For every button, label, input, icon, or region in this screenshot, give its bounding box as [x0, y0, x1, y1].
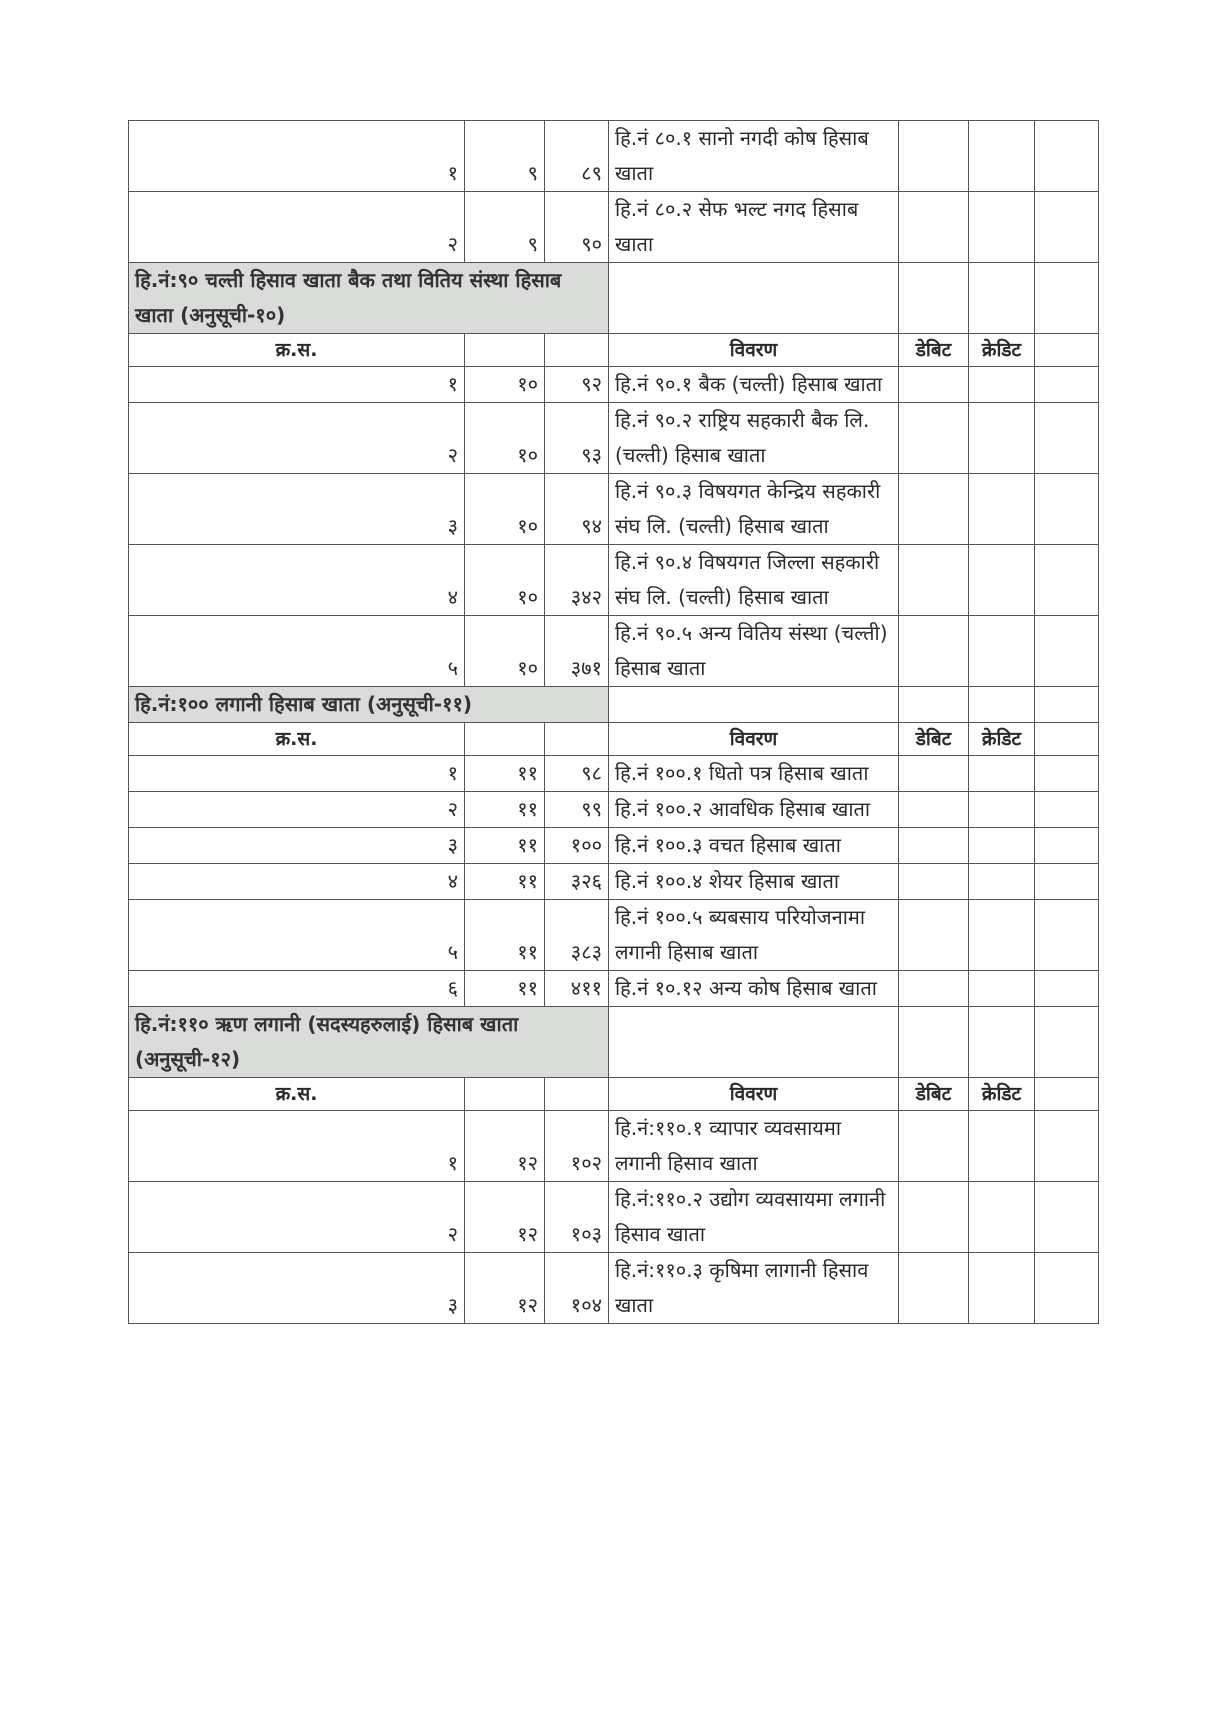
row-serial-number: ४	[129, 864, 465, 900]
column-header-debit: डेबिट	[899, 723, 969, 756]
row-serial-number: १	[129, 367, 465, 403]
row-account-code: १०३	[545, 1182, 609, 1253]
row-account-code: ३२६	[545, 864, 609, 900]
row-schedule-number: १२	[465, 1182, 545, 1253]
row-description: हि.नं ८०.१ सानो नगदी कोष हिसाब खाता	[609, 121, 899, 192]
row-account-code: ८९	[545, 121, 609, 192]
row-credit	[969, 121, 1035, 192]
row-account-code: १००	[545, 828, 609, 864]
row-credit	[969, 545, 1035, 616]
blank-cell	[969, 1007, 1035, 1078]
table-row	[129, 900, 1099, 971]
blank-cell	[899, 687, 969, 723]
column-header-description: विवरण	[609, 334, 899, 367]
row-description: हि.नं ९०.३ विषयगत केन्द्रिय सहकारी संघ लि. (चल्ती) हिसाब खाता	[609, 474, 899, 545]
row-description: हि.नं ९०.१ बैक (चल्ती) हिसाब खाता	[609, 367, 899, 403]
row-credit	[969, 971, 1035, 1007]
row-description: हि.नं १००.४ शेयर हिसाब खाता	[609, 864, 899, 900]
table-row	[129, 403, 1099, 474]
row-account-code: ९०	[545, 192, 609, 263]
table-row	[129, 971, 1099, 1007]
row-debit	[899, 616, 969, 687]
row-description: हि.नं १००.१ धितो पत्र हिसाब खाता	[609, 756, 899, 792]
row-account-code: ३८३	[545, 900, 609, 971]
row-debit	[899, 971, 969, 1007]
column-header-sn: क्र.स.	[129, 1078, 465, 1111]
row-credit	[969, 792, 1035, 828]
blank-cell	[1035, 1007, 1099, 1078]
row-schedule-number: १०	[465, 367, 545, 403]
column-header-credit: क्रेडिट	[969, 334, 1035, 367]
row-schedule-number: १०	[465, 403, 545, 474]
row-credit	[969, 616, 1035, 687]
table-row	[129, 1182, 1099, 1253]
row-schedule-number: १०	[465, 545, 545, 616]
row-account-code: ३७१	[545, 616, 609, 687]
row-schedule-number: १२	[465, 1111, 545, 1182]
row-credit	[969, 1253, 1035, 1324]
row-account-code: ९९	[545, 792, 609, 828]
row-debit	[899, 1111, 969, 1182]
ledger-table	[128, 120, 1099, 1324]
section-heading: हि.नं:११० ऋण लगानी (सदस्यहरुलाई) हिसाब खाता (अनुसूची-१२)	[129, 1007, 609, 1078]
column-header-description: विवरण	[609, 723, 899, 756]
row-serial-number: ४	[129, 545, 465, 616]
row-account-code: १०२	[545, 1111, 609, 1182]
row-serial-number: ३	[129, 1253, 465, 1324]
row-account-code: ९४	[545, 474, 609, 545]
blank-cell	[465, 723, 545, 756]
row-debit	[899, 367, 969, 403]
table-row	[129, 121, 1099, 192]
row-debit	[899, 1253, 969, 1324]
row-description: हि.नं ८०.२ सेफ भल्ट नगद हिसाब खाता	[609, 192, 899, 263]
table-row	[129, 367, 1099, 403]
row-extra	[1035, 971, 1099, 1007]
row-description: हि.नं १००.२ आवधिक हिसाब खाता	[609, 792, 899, 828]
blank-cell	[1035, 1078, 1099, 1111]
row-extra	[1035, 1253, 1099, 1324]
row-debit	[899, 121, 969, 192]
blank-cell	[545, 723, 609, 756]
ledger-body	[129, 121, 1099, 1324]
row-schedule-number: ११	[465, 828, 545, 864]
row-debit	[899, 756, 969, 792]
row-extra	[1035, 864, 1099, 900]
row-account-code: ४११	[545, 971, 609, 1007]
table-row	[129, 192, 1099, 263]
row-extra	[1035, 121, 1099, 192]
row-debit	[899, 900, 969, 971]
row-credit	[969, 474, 1035, 545]
row-extra	[1035, 616, 1099, 687]
table-row	[129, 864, 1099, 900]
row-extra	[1035, 367, 1099, 403]
row-description: हि.नं:११०.३ कृषिमा लागानी हिसाव खाता	[609, 1253, 899, 1324]
row-credit	[969, 192, 1035, 263]
blank-cell	[609, 1007, 899, 1078]
blank-cell	[609, 263, 899, 334]
blank-cell	[545, 1078, 609, 1111]
column-header-credit: क्रेडिट	[969, 723, 1035, 756]
row-schedule-number: ११	[465, 864, 545, 900]
row-extra	[1035, 756, 1099, 792]
blank-cell	[465, 1078, 545, 1111]
row-description: हि.नं १०.१२ अन्य कोष हिसाब खाता	[609, 971, 899, 1007]
table-row	[129, 756, 1099, 792]
row-account-code: ९८	[545, 756, 609, 792]
row-schedule-number: १०	[465, 616, 545, 687]
row-description: हि.नं ९०.४ विषयगत जिल्ला सहकारी संघ लि. (चल्ती) हिसाब खाता	[609, 545, 899, 616]
row-extra	[1035, 1182, 1099, 1253]
row-extra	[1035, 192, 1099, 263]
row-account-code: १०४	[545, 1253, 609, 1324]
row-credit	[969, 403, 1035, 474]
row-debit	[899, 192, 969, 263]
blank-cell	[1035, 687, 1099, 723]
row-description: हि.नं १००.५ ब्यबसाय परियोजनामा लगानी हिसाब खाता	[609, 900, 899, 971]
row-extra	[1035, 545, 1099, 616]
row-description: हि.नं:११०.२ उद्योग व्यवसायमा लगानी हिसाव खाता	[609, 1182, 899, 1253]
row-serial-number: ५	[129, 900, 465, 971]
row-serial-number: ३	[129, 474, 465, 545]
blank-cell	[899, 1007, 969, 1078]
row-serial-number: १	[129, 1111, 465, 1182]
row-description: हि.नं १००.३ वचत हिसाब खाता	[609, 828, 899, 864]
row-extra	[1035, 474, 1099, 545]
blank-cell	[1035, 263, 1099, 334]
row-account-code: ३४२	[545, 545, 609, 616]
table-row	[129, 828, 1099, 864]
row-schedule-number: ११	[465, 900, 545, 971]
row-serial-number: २	[129, 192, 465, 263]
row-debit	[899, 864, 969, 900]
row-debit	[899, 403, 969, 474]
row-serial-number: ३	[129, 828, 465, 864]
table-row	[129, 1253, 1099, 1324]
blank-cell	[899, 263, 969, 334]
row-schedule-number: ११	[465, 971, 545, 1007]
section-heading-row	[129, 1007, 1099, 1078]
column-header-row	[129, 1078, 1099, 1111]
blank-cell	[465, 334, 545, 367]
section-heading-row	[129, 263, 1099, 334]
blank-cell	[545, 334, 609, 367]
section-heading: हि.नं:१०० लगानी हिसाब खाता (अनुसूची-११)	[129, 687, 609, 723]
blank-cell	[969, 687, 1035, 723]
row-description: हि.नं ९०.२ राष्ट्रिय सहकारी बैक लि. (चल्ती) हिसाब खाता	[609, 403, 899, 474]
row-account-code: ९३	[545, 403, 609, 474]
blank-cell	[1035, 334, 1099, 367]
row-credit	[969, 828, 1035, 864]
row-schedule-number: १०	[465, 474, 545, 545]
column-header-sn: क्र.स.	[129, 334, 465, 367]
blank-cell	[1035, 723, 1099, 756]
row-credit	[969, 1182, 1035, 1253]
row-serial-number: २	[129, 792, 465, 828]
row-debit	[899, 474, 969, 545]
column-header-sn: क्र.स.	[129, 723, 465, 756]
table-row	[129, 792, 1099, 828]
row-credit	[969, 756, 1035, 792]
column-header-debit: डेबिट	[899, 334, 969, 367]
row-debit	[899, 545, 969, 616]
row-extra	[1035, 900, 1099, 971]
row-debit	[899, 828, 969, 864]
column-header-debit: डेबिट	[899, 1078, 969, 1111]
row-serial-number: ६	[129, 971, 465, 1007]
row-schedule-number: ९	[465, 192, 545, 263]
row-serial-number: १	[129, 121, 465, 192]
column-header-row	[129, 723, 1099, 756]
row-debit	[899, 792, 969, 828]
blank-cell	[609, 687, 899, 723]
row-schedule-number: १२	[465, 1253, 545, 1324]
row-serial-number: ५	[129, 616, 465, 687]
row-schedule-number: ९	[465, 121, 545, 192]
row-serial-number: २	[129, 1182, 465, 1253]
row-credit	[969, 1111, 1035, 1182]
row-extra	[1035, 1111, 1099, 1182]
row-extra	[1035, 403, 1099, 474]
table-row	[129, 545, 1099, 616]
table-row	[129, 1111, 1099, 1182]
column-header-description: विवरण	[609, 1078, 899, 1111]
row-description: हि.नं ९०.५ अन्य वितिय संस्था (चल्ती) हिसाब खाता	[609, 616, 899, 687]
table-row	[129, 616, 1099, 687]
row-description: हि.नं:११०.१ व्यापार व्यवसायमा लगानी हिसाव खाता	[609, 1111, 899, 1182]
row-extra	[1035, 828, 1099, 864]
section-heading: हि.नं:९० चल्ती हिसाव खाता बैक तथा वितिय संस्था हिसाब खाता (अनुसूची-१०)	[129, 263, 609, 334]
blank-cell	[969, 263, 1035, 334]
row-extra	[1035, 792, 1099, 828]
row-credit	[969, 367, 1035, 403]
row-credit	[969, 900, 1035, 971]
row-credit	[969, 864, 1035, 900]
column-header-credit: क्रेडिट	[969, 1078, 1035, 1111]
row-debit	[899, 1182, 969, 1253]
row-account-code: ९२	[545, 367, 609, 403]
row-schedule-number: ११	[465, 756, 545, 792]
table-row	[129, 474, 1099, 545]
row-serial-number: १	[129, 756, 465, 792]
column-header-row	[129, 334, 1099, 367]
section-heading-row	[129, 687, 1099, 723]
row-serial-number: २	[129, 403, 465, 474]
row-schedule-number: ११	[465, 792, 545, 828]
